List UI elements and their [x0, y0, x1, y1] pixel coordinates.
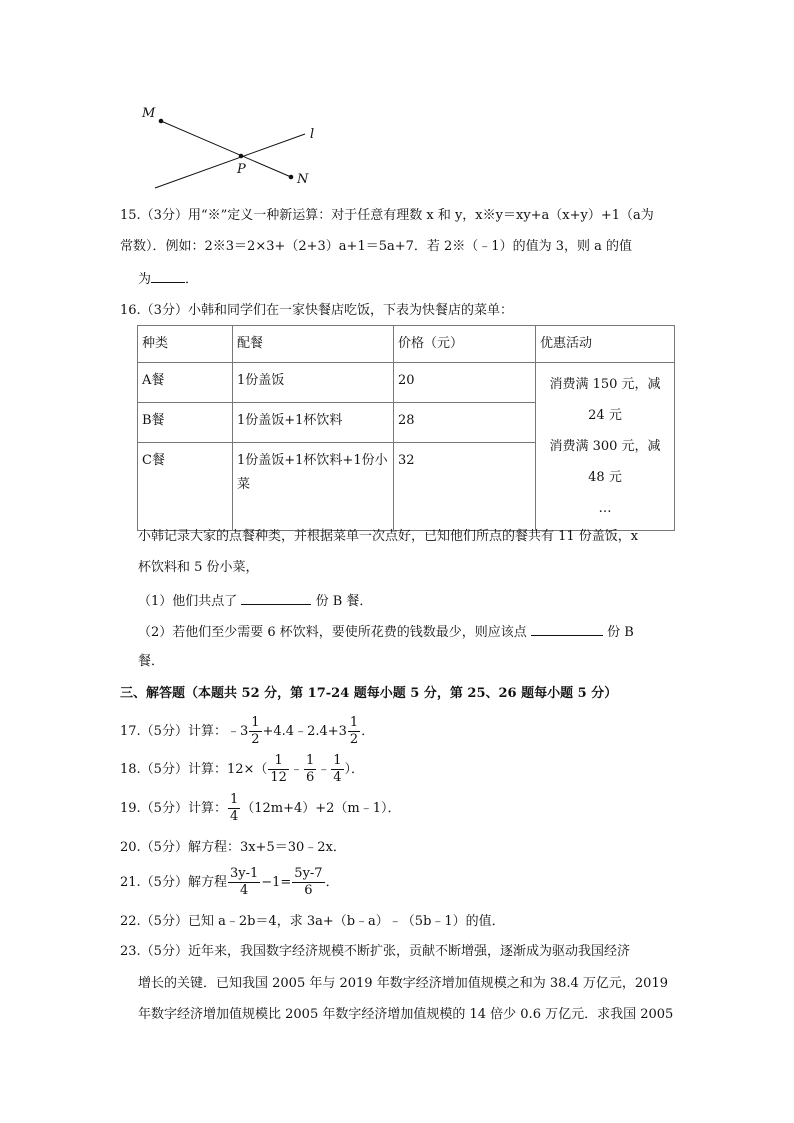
q18 [120, 751, 364, 789]
table-cell: 1份盖饭 [233, 363, 394, 403]
q23-line1: 23.（5分）近年来，我国数字经济规模不断扩张，贡献不断增强，逐渐成为驱动我国经济 [120, 944, 630, 959]
q15-line3-pre: 为 [138, 272, 152, 287]
table-cell: C餐 [138, 443, 233, 531]
q21-mid: −1= [261, 875, 292, 890]
q21-prefix: 21.（5分）解方程 [120, 875, 227, 890]
q21-fraction-b [292, 866, 324, 899]
q16-sub2 [138, 621, 634, 643]
segment-MN [161, 121, 291, 177]
q21 [120, 864, 339, 902]
table-cell: 28 [394, 403, 536, 443]
q16-sub1 [138, 590, 372, 612]
table-header-row [138, 326, 675, 363]
q16-intro: 16.（3分）小韩和同学们在一家快餐店吃饭，下表为快餐店的菜单： [120, 303, 513, 318]
menu-table [137, 325, 675, 531]
q16-sub2-blank[interactable] [531, 621, 603, 636]
table-cell: 20 [394, 363, 536, 403]
numerator: 1 [229, 792, 239, 807]
table-cell: 1份盖饭+1杯饮料+1份小菜 [233, 443, 394, 531]
denominator: 4 [333, 770, 342, 785]
table-header: 配餐 [233, 326, 394, 363]
table-header: 优惠活动 [536, 326, 675, 363]
table-row [138, 363, 675, 403]
denominator: 6 [304, 883, 313, 898]
promo-line: 消费满 150 元，减 24 元 [549, 377, 661, 423]
q15-line3 [138, 268, 198, 290]
q15-line1: 15.（3分）用“※”定义一种新运算：对于任意有理数 x 和 y，x※y＝xy+a（x+y）+1（a为 [120, 208, 654, 223]
point-P [239, 154, 244, 159]
denominator: 6 [305, 770, 315, 785]
promo-line: … [598, 501, 612, 516]
q15-line3-post: ． [185, 272, 199, 287]
q18-minus-2: ﹣ [317, 762, 331, 777]
geometry-figure [130, 100, 350, 195]
q22: 22.（5分）已知 a﹣2b＝4，求 3a+（b﹣a）﹣（5b﹣1）的值． [120, 914, 505, 929]
table-cell: 32 [394, 443, 536, 531]
numerator: 3y-1 [229, 866, 259, 881]
q16-sub2-post: 份 B [607, 625, 634, 640]
label-l: l [310, 127, 315, 142]
q18-fraction-1 [268, 753, 289, 786]
denominator: 2 [349, 732, 359, 747]
promo-line: 消费满 300 元，减 48 元 [549, 439, 661, 485]
q19-rest: （12m+4）+2（m﹣1）． [241, 801, 401, 816]
label-N: N [297, 172, 309, 187]
q18-end: ）． [344, 762, 365, 777]
q16-sub2-end: 餐． [138, 654, 165, 669]
q19-fraction [228, 792, 240, 825]
q20: 20.（5分）解方程：3x+5＝30﹣2x． [120, 840, 346, 855]
point-N [289, 175, 294, 180]
q16-sub1-blank[interactable] [241, 590, 311, 605]
q21-fraction-a [228, 866, 260, 899]
q17-end: ． [361, 724, 375, 739]
numerator: 5y-7 [294, 866, 323, 881]
table-header: 价格（元） [394, 326, 536, 363]
label-M: M [142, 106, 156, 121]
q16-desc2: 杯饮料和 5 份小菜， [138, 560, 259, 575]
numerator: 1 [305, 753, 315, 768]
numerator: 1 [268, 753, 289, 770]
q19 [120, 790, 401, 828]
q17 [120, 713, 374, 751]
q17-prefix: 17.（5分）计算： [120, 724, 227, 739]
promo-cell [536, 363, 675, 531]
denominator: 4 [229, 809, 239, 824]
numerator: 1 [333, 753, 342, 768]
point-M [159, 119, 164, 124]
q19-prefix: 19.（5分）计算： [120, 801, 227, 816]
q17-fraction-a [249, 715, 261, 748]
q15-answer-blank[interactable] [151, 268, 185, 283]
q18-prefix: 18.（5分）计算：12×（ [120, 762, 268, 777]
numerator: 1 [349, 715, 359, 730]
q23-line3: 年数字经济增加值规模比 2005 年数字经济增加值规模的 14 倍少 0.6 万亿元．求我国 2005 [138, 1007, 674, 1022]
q16-sub1-pre: （1）他们共点了 [138, 594, 238, 609]
table-cell: B餐 [138, 403, 233, 443]
denominator: 2 [251, 732, 260, 747]
q23-line2: 增长的关键．已知我国 2005 年与 2019 年数字经济增加值规模之和为 38.4 万亿元，2019 [138, 976, 668, 991]
section3-title: 三、解答题（本题共 52 分，第 17-24 题每小题 5 分，第 25、26 题每小题 5 分） [120, 686, 618, 701]
numerator: 1 [251, 715, 260, 730]
q17-fraction-b [348, 715, 360, 748]
q15-line2: 常数）．例如：2※3＝2×3+（2+3）a+1＝5a+7．若 2※（﹣1）的值为 3，则 a 的值 [120, 239, 632, 254]
q18-minus-1: ﹣ [289, 762, 303, 777]
q18-fraction-3 [331, 753, 343, 786]
q18-fraction-2 [304, 753, 316, 786]
label-P: P [237, 162, 246, 177]
q21-end: ． [325, 875, 339, 890]
q16-desc1: 小韩记录大家的点餐种类，并根据菜单一次点好，已知他们所点的餐共有 11 份盖饭，x [138, 529, 639, 544]
line-l [155, 134, 305, 188]
table-cell: A餐 [138, 363, 233, 403]
denominator: 4 [239, 883, 249, 898]
denominator: 12 [270, 770, 287, 785]
q16-sub2-pre: （2）若他们至少需要 6 杯饮料，要使所花费的钱数最少，则应该点 [138, 625, 527, 640]
table-cell: 1份盖饭+1杯饮料 [233, 403, 394, 443]
q16-sub1-post: 份 B 餐． [315, 594, 373, 609]
q17-expr-b: +4.4﹣2.4+3 [262, 724, 347, 739]
q17-expr-a: ﹣3 [226, 724, 249, 739]
table-header: 种类 [138, 326, 233, 363]
